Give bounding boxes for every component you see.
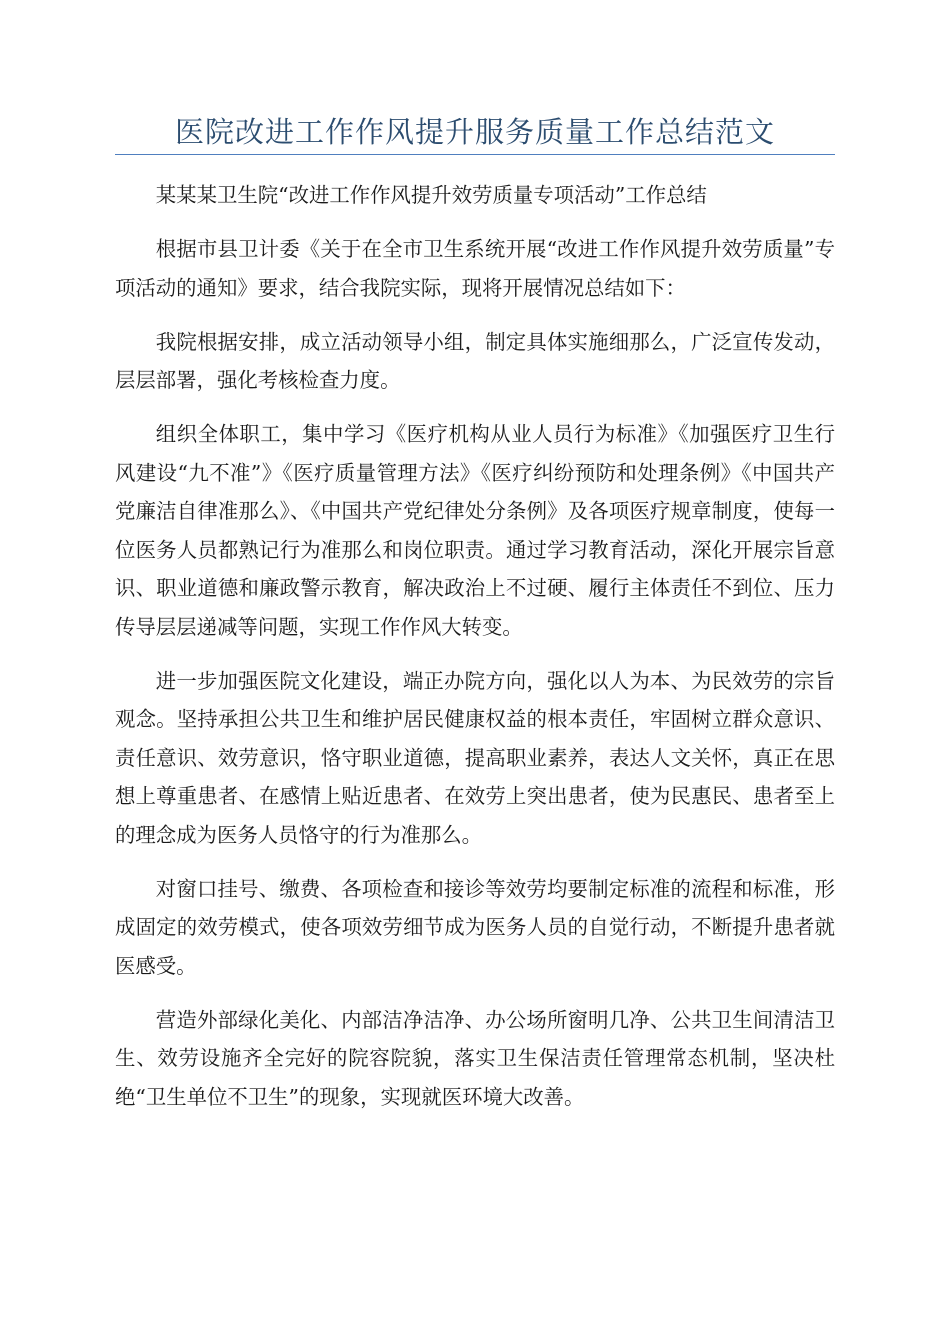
paragraph-service-process: 对窗口挂号、缴费、各项检查和接诊等效劳均要制定标准的流程和标准，形成固定的效劳模式，使各项效劳细节成为医务人员的自觉行动，不断提升患者就医感受。 (115, 876, 835, 978)
document-title: 医院改进工作作风提升服务质量工作总结范文 (174, 115, 775, 149)
paragraph-culture: 进一步加强医院文化建设，端正办院方向，强化以人为本、为民效劳的宗旨观念。坚持承担公共卫生和维护居民健康权益的根本责任，牢固树立群众意识、责任意识、效劳意识，恪守职业道德，提高职业素养，表达人文关怀，真正在思想上尊重患者、在感情上贴近患者、在效劳上突出患者，使为民惠民、患者至上的理念成为医务人员恪守的行为准那么。 (115, 668, 835, 847)
paragraph-study: 组织全体职工，集中学习《医疗机构从业人员行为标准》《加强医疗卫生行风建设“九不准”》《医疗质量管理方法》《医疗纠纷预防和处理条例》《中国共产党廉洁自律准那么》、《中国共产党纪律处分条例》及各项医疗规章制度，使每一位医务人员都熟记行为准那么和岗位职责。通过学习教育活动，深化开展宗旨意识、职业道德和廉政警示教育，解决政治上不过硬、履行主体责任不到位、压力传导层层递减等问题，实现工作作风大转变。 (115, 422, 835, 639)
paragraph-intro: 根据市县卫计委《关于在全市卫生系统开展“改进工作作风提升效劳质量”专项活动的通知》要求，结合我院实际，现将开展情况总结如下： (115, 237, 835, 300)
paragraph-environment: 营造外部绿化美化、内部洁净洁净、办公场所窗明几净、公共卫生间清洁卫生、效劳设施齐全完好的院容院貌，落实卫生保洁责任管理常态机制，坚决杜绝“卫生单位不卫生”的现象，实现就医环境大改善。 (115, 1007, 835, 1109)
document-body (115, 176, 835, 1132)
title-underline (115, 154, 835, 155)
paragraph-subtitle: 某某某卫生院“改进工作作风提升效劳质量专项活动”工作总结 (155, 183, 707, 207)
paragraph-organization: 我院根据安排，成立活动领导小组，制定具体实施细那么，广泛宣传发动，层层部署，强化考核检查力度。 (115, 329, 835, 392)
